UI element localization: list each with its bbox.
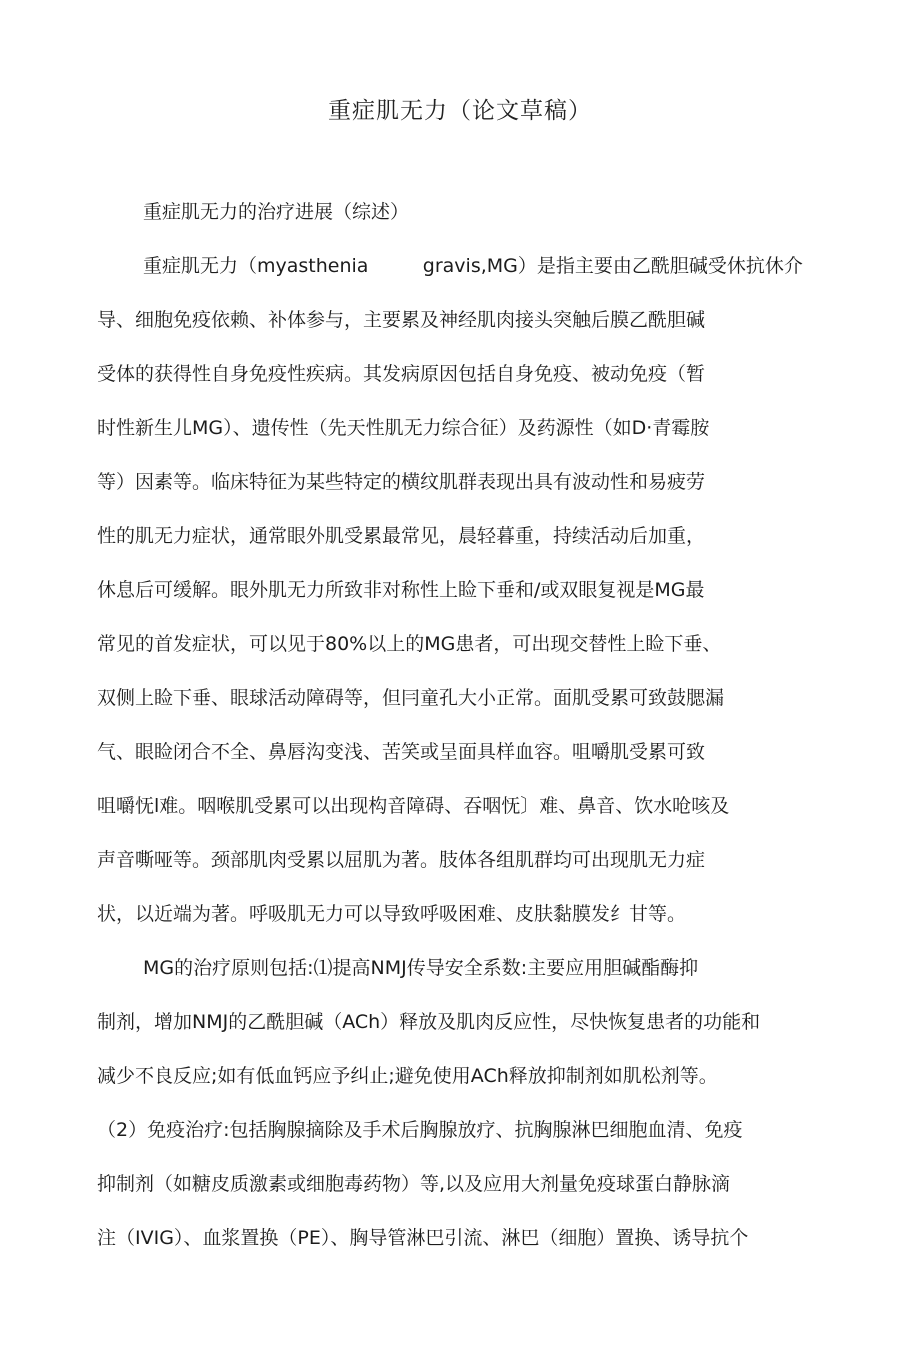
paragraph-line: 减少不良反应;如有低血钙应予纠止;避免使用ACh释放抑制剂如肌松剂等。: [97, 1065, 718, 1087]
paragraph-line: 气、眼睑闭合不全、鼻唇沟变浅、苦笑或呈面具样血容。咀嚼肌受累可致: [97, 741, 706, 763]
paragraph-line: 导、细胞免疫依赖、补体参与，主要累及神经肌肉接头突触后膜乙酰胆碱: [97, 309, 706, 331]
paragraph-line: 时性新生儿MG）、遗传性（先天性肌无力综合征）及药源性（如D·青霉胺: [97, 417, 710, 439]
paragraph-line: MG的治疗原则包括:⑴提高NMJ传导安全系数:主要应用胆碱酯酶抑: [143, 957, 699, 979]
paragraph-line: 注（IVIG）、血浆置换（PE）、胸导管淋巴引流、淋巴（细胞）置换、诱导抗个: [97, 1227, 749, 1249]
paragraph-line: 休息后可缓解。眼外肌无力所致非对称性上睑下垂和/或双眼复视是MG最: [97, 579, 705, 601]
paragraph-line: 咀嚼怃l难。咽喉肌受累可以出现构音障碍、吞咽怃〕难、鼻音、饮水呛咳及: [97, 795, 730, 817]
paragraph-line: （2）免疫治疗:包括胸腺摘除及手术后胸腺放疗、抗胸腺淋巴细胞血清、免疫: [97, 1119, 743, 1141]
section-heading: 重症肌无力的治疗进展（综述）: [143, 201, 410, 223]
paragraph-line: 抑制剂（如糖皮质激素或细胞毒药物）等,以及应用大剂量免疫球蛋白静脉滴: [97, 1173, 731, 1195]
paragraph-line: 制剂，增加NMJ的乙酰胆碱（ACh）释放及肌肉反应性，尽快恢复患者的功能和: [97, 1011, 761, 1033]
paragraph-line: 等）因素等。临床特征为某些特定的横纹肌群表现出具有波动性和易疲劳: [97, 471, 706, 493]
document-title: 重症肌无力（论文草稿）: [328, 98, 592, 124]
paragraph-line: 声音嘶哑等。颈部肌肉受累以屈肌为著。肢体各组肌群均可出现肌无力症: [97, 849, 706, 871]
paragraph-line: 性的肌无力症状，通常眼外肌受累最常见，晨轻暮重，持续活动后加重，: [97, 525, 706, 547]
paragraph-line: 重症肌无力（myasthenia gravis,MG）是指主要由乙酰胆碱受休抗休介: [143, 255, 803, 277]
paragraph-line: 状，以近端为著。呼吸肌无力可以导致呼吸困难、皮肤黏膜发纟甘等。: [97, 903, 687, 925]
paragraph-line: 受体的获得性自身免疫性疾病。其发病原因包括自身免疫、被动免疫（暂: [97, 363, 706, 385]
paragraph-line: 双侧上睑下垂、眼球活动障碍等，但冃童孔大小正常。面肌受累可致鼓腮漏: [97, 687, 725, 709]
paragraph-line: 常见的首发症状，可以见于80%以上的MG患者，可出现交替性上睑下垂、: [97, 633, 722, 655]
